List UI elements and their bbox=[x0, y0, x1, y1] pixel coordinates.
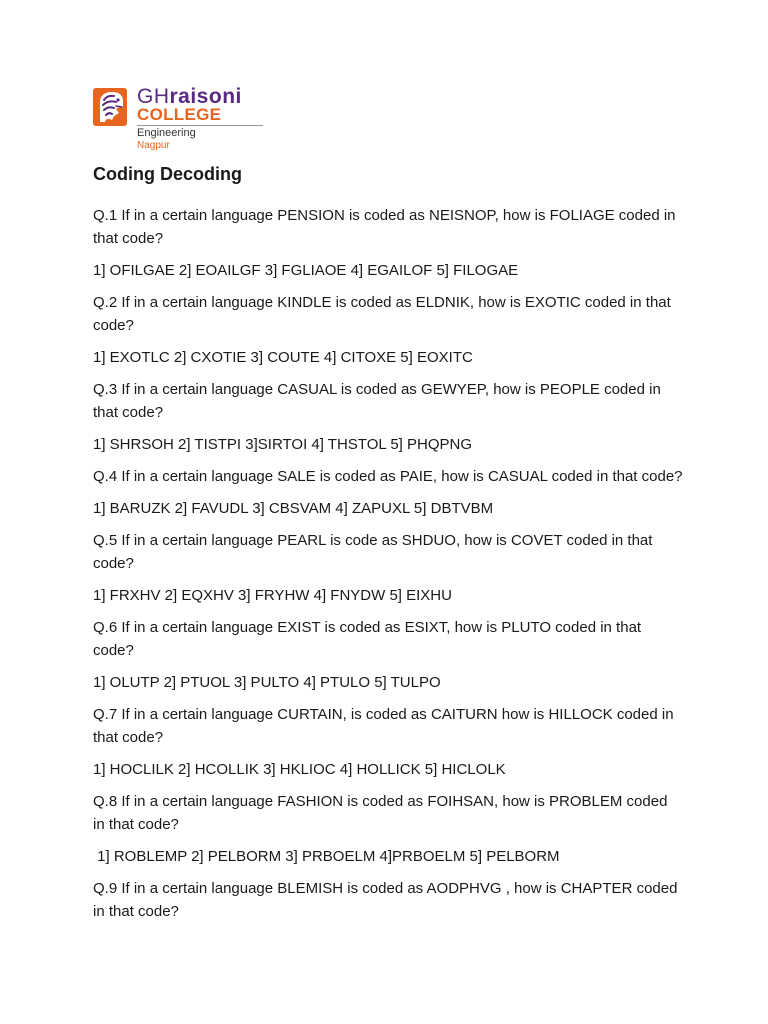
question-block-9 bbox=[93, 877, 683, 923]
answer-options: 1] ROBLEMP 2] PELBORM 3] PRBOELM 4]PRBOELM 5] PELBORM bbox=[93, 848, 560, 865]
logo-city: Nagpur bbox=[137, 140, 170, 151]
answer-options: 1] OFILGAE 2] EOAILGF 3] FGLIAOE 4] EGAILOF 5] FILOGAE bbox=[93, 262, 519, 279]
document-body bbox=[93, 160, 683, 932]
logo-gh-text: GH bbox=[137, 85, 170, 108]
question-block-4 bbox=[93, 465, 683, 520]
college-logo bbox=[92, 86, 272, 154]
answer-options: 1] FRXHV 2] EQXHV 3] FRYHW 4] FNYDW 5] EIXHU bbox=[93, 587, 452, 604]
question-text: Q.1 If in a certain language PENSION is coded as NEISNOP, how is FOLIAGE coded in that code? bbox=[93, 207, 676, 247]
logo-subtitle: Engineering bbox=[137, 127, 196, 139]
logo-college-text: COLLEGE bbox=[137, 105, 222, 124]
question-block-8 bbox=[93, 790, 683, 868]
question-block-1 bbox=[93, 204, 683, 282]
answer-options: 1] OLUTP 2] PTUOL 3] PULTO 4] PTULO 5] TULPO bbox=[93, 674, 441, 691]
logo-divider bbox=[137, 125, 263, 126]
lion-emblem-icon bbox=[92, 86, 130, 128]
question-block-5 bbox=[93, 529, 683, 607]
page-title: Coding Decoding bbox=[93, 164, 242, 184]
question-block-6 bbox=[93, 616, 683, 694]
question-text: Q.2 If in a certain language KINDLE is coded as ELDNIK, how is EXOTIC coded in that code? bbox=[93, 294, 671, 334]
answer-options: 1] SHRSOH 2] TISTPI 3]SIRTOI 4] THSTOL 5] PHQPNG bbox=[93, 436, 473, 453]
question-text: Q.9 If in a certain language BLEMISH is coded as AODPHVG , how is CHAPTER coded in that code? bbox=[93, 880, 678, 920]
question-text: Q.4 If in a certain language SALE is coded as PAIE, how is CASUAL coded in that code? bbox=[93, 468, 683, 485]
answer-options: 1] EXOTLC 2] CXOTIE 3] COUTE 4] CITOXE 5] EOXITC bbox=[93, 349, 473, 366]
answer-options: 1] HOCLILK 2] HCOLLIK 3] HKLIOC 4] HOLLICK 5] HICLOLK bbox=[93, 761, 506, 778]
question-text: Q.5 If in a certain language PEARL is code as SHDUO, how is COVET coded in that code? bbox=[93, 532, 653, 572]
question-block-2 bbox=[93, 291, 683, 369]
question-text: Q.8 If in a certain language FASHION is coded as FOIHSAN, how is PROBLEM coded in that code? bbox=[93, 793, 668, 833]
answer-options: 1] BARUZK 2] FAVUDL 3] CBSVAM 4] ZAPUXL 5] DBTVBM bbox=[93, 500, 494, 517]
question-text: Q.7 If in a certain language CURTAIN, is coded as CAITURN how is HILLOCK coded in that code? bbox=[93, 706, 674, 746]
question-text: Q.3 If in a certain language CASUAL is coded as GEWYEP, how is PEOPLE coded in that code? bbox=[93, 381, 661, 421]
question-block-7 bbox=[93, 703, 683, 781]
question-block-3 bbox=[93, 378, 683, 456]
logo-raisoni-text: raisoni bbox=[169, 85, 242, 108]
question-text: Q.6 If in a certain language EXIST is coded as ESIXT, how is PLUTO coded in that code? bbox=[93, 619, 642, 659]
